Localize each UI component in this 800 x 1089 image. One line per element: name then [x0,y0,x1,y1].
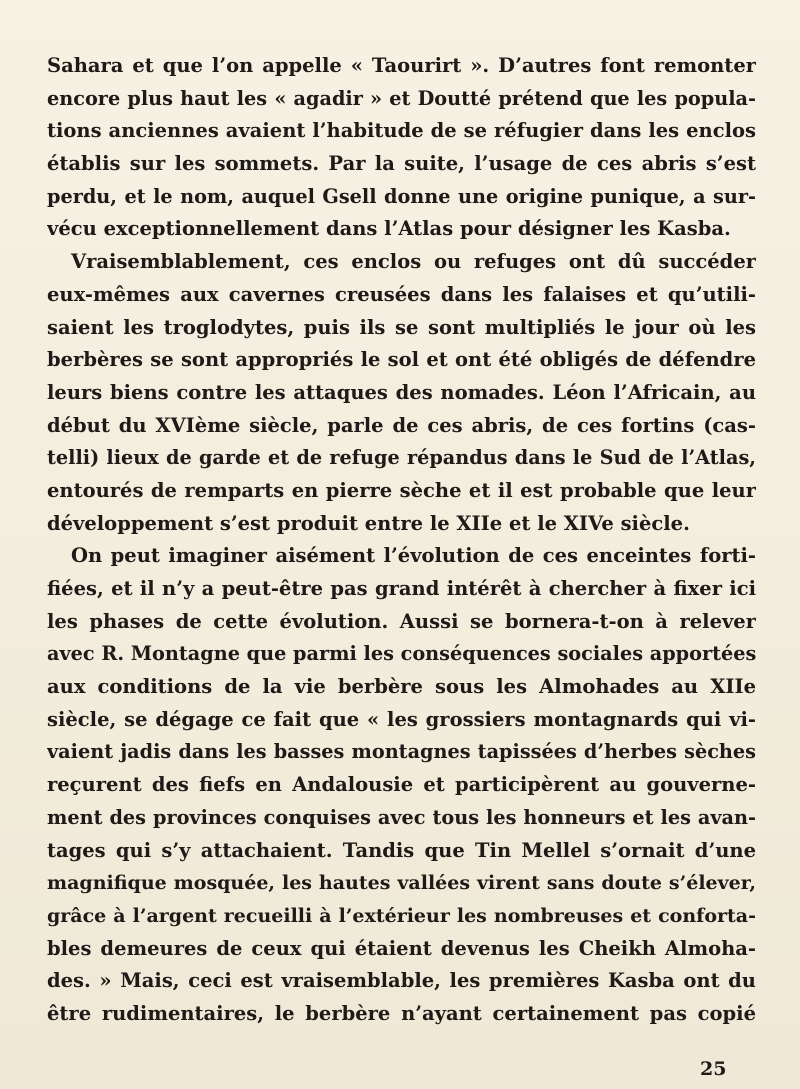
text-line: développement s’est produit entre le XIIe et le XIVe siècle. [47,511,690,535]
text-line: tions anciennes avaient l’habitude de se réfugier dans les enclos [47,119,756,143]
text-line: siècle, se dégage ce fait que « les grossiers montagnards qui vi- [47,707,756,731]
text-line: les phases de cette évolution. Aussi se bornera-t-on à relever [47,609,756,633]
text-line: tages qui s’y attachaient. Tandis que Tin Mellel s’ornait d’une [47,838,756,862]
text-line: bles demeures de ceux qui étaient devenus les Cheikh Almoha- [47,936,756,960]
body-text [47,50,756,1031]
text-line: des. » Mais, ceci est vraisemblable, les premières Kasba ont du [47,969,756,993]
text-line: entourés de remparts en pierre sèche et il est probable que leur [47,478,756,502]
text-line: fiées, et il n’y a peut-être pas grand intérêt à chercher à fixer ici [47,577,756,600]
text-line: eux-mêmes aux cavernes creusées dans les falaises et qu’utili- [47,282,756,306]
text-line: berbères se sont appropriés le sol et ont été obligés de défendre [47,348,756,372]
text-line: vécu exceptionnellement dans l’Atlas pour désigner les Kasba. [47,217,731,241]
text-line: telli) lieux de garde et de refuge répandus dans le Sud de l’Atlas, [47,446,756,470]
text-line: avec R. Montagne que parmi les conséquences sociales apportées [47,642,756,666]
text-line: vaient jadis dans les basses montagnes tapissées d’herbes sèches [47,740,756,764]
page-number: 25 [700,1058,727,1080]
text-line: perdu, et le nom, auquel Gsell donne une origine punique, a sur- [47,184,756,208]
text-line: être rudimentaires, le berbère n’ayant certainement pas copié [47,1001,756,1025]
text-line: reçurent des fiefs en Andalousie et participèrent au gouverne- [47,773,756,797]
text-line: On peut imaginer aisément l’évolution de ces enceintes forti- [71,544,756,568]
text-line: Sahara et que l’on appelle « Taourirt ». D’autres font remonter [47,54,756,77]
text-line: encore plus haut les « agadir » et Doutté prétend que les popula- [47,86,756,110]
text-line: établis sur les sommets. Par la suite, l’usage de ces abris s’est [47,152,756,176]
text-line: leurs biens contre les attaques des nomades. Léon l’Africain, au [47,380,756,404]
text-line: grâce à l’argent recueilli à l’extérieur les nombreuses et conforta- [47,904,756,927]
text-line: magnifique mosquée, les hautes vallées virent sans doute s’élever, [47,872,756,895]
text-line: ment des provinces conquises avec tous les honneurs et les avan- [47,805,756,829]
text-line: aux conditions de la vie berbère sous les Almohades au XIIe [47,675,756,699]
text-line: Vraisemblablement, ces enclos ou refuges ont dû succéder [71,250,756,274]
text-line: saient les troglodytes, puis ils se sont multipliés le jour où les [47,315,756,339]
text-line: début du XVIème siècle, parle de ces abris, de ces fortins (cas- [47,413,756,437]
